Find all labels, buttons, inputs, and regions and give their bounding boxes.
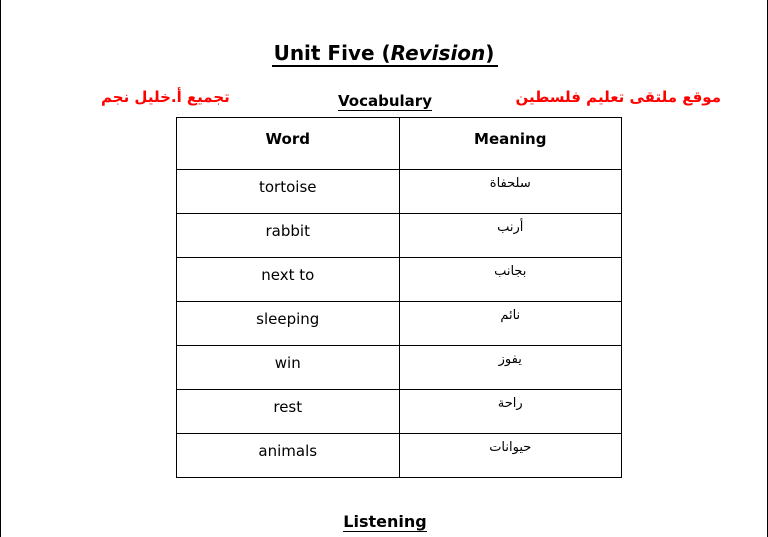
- table-header-row: [177, 118, 622, 170]
- compiler-credit: تجميع أ.خليل نجم: [101, 88, 230, 106]
- word-cell: tortoise: [177, 170, 400, 214]
- vocabulary-heading-text: Vocabulary: [338, 92, 432, 110]
- meaning-cell: سلحفاة: [399, 170, 622, 214]
- word-cell: next to: [177, 258, 400, 302]
- page-title-underline: [272, 41, 499, 67]
- listening-heading-text: Listening: [343, 512, 427, 531]
- meaning-cell: راحة: [399, 390, 622, 434]
- word-cell: rest: [177, 390, 400, 434]
- listening-heading: [1, 512, 768, 531]
- header-word: Word: [177, 118, 400, 170]
- table-row: [177, 390, 622, 434]
- title-main: Unit Five (: [273, 41, 391, 65]
- vocabulary-table: [176, 117, 622, 478]
- meaning-cell: نائم: [399, 302, 622, 346]
- website-credit: موقع ملتقى تعليم فلسطين: [515, 88, 721, 106]
- meaning-cell: حيوانات: [399, 434, 622, 478]
- title-end: ): [485, 41, 495, 65]
- word-cell: win: [177, 346, 400, 390]
- table-row: [177, 214, 622, 258]
- header-meaning: Meaning: [399, 118, 622, 170]
- meaning-cell: بجانب: [399, 258, 622, 302]
- table-row: [177, 170, 622, 214]
- meaning-cell: أرنب: [399, 214, 622, 258]
- table-row: [177, 346, 622, 390]
- word-cell: animals: [177, 434, 400, 478]
- word-cell: rabbit: [177, 214, 400, 258]
- meaning-cell: يفوز: [399, 346, 622, 390]
- word-cell: sleeping: [177, 302, 400, 346]
- title-italic: Revision: [390, 41, 486, 65]
- table-row: [177, 258, 622, 302]
- vocabulary-heading: [1, 92, 768, 110]
- page-title: [1, 41, 768, 67]
- table-row: [177, 302, 622, 346]
- table-row: [177, 434, 622, 478]
